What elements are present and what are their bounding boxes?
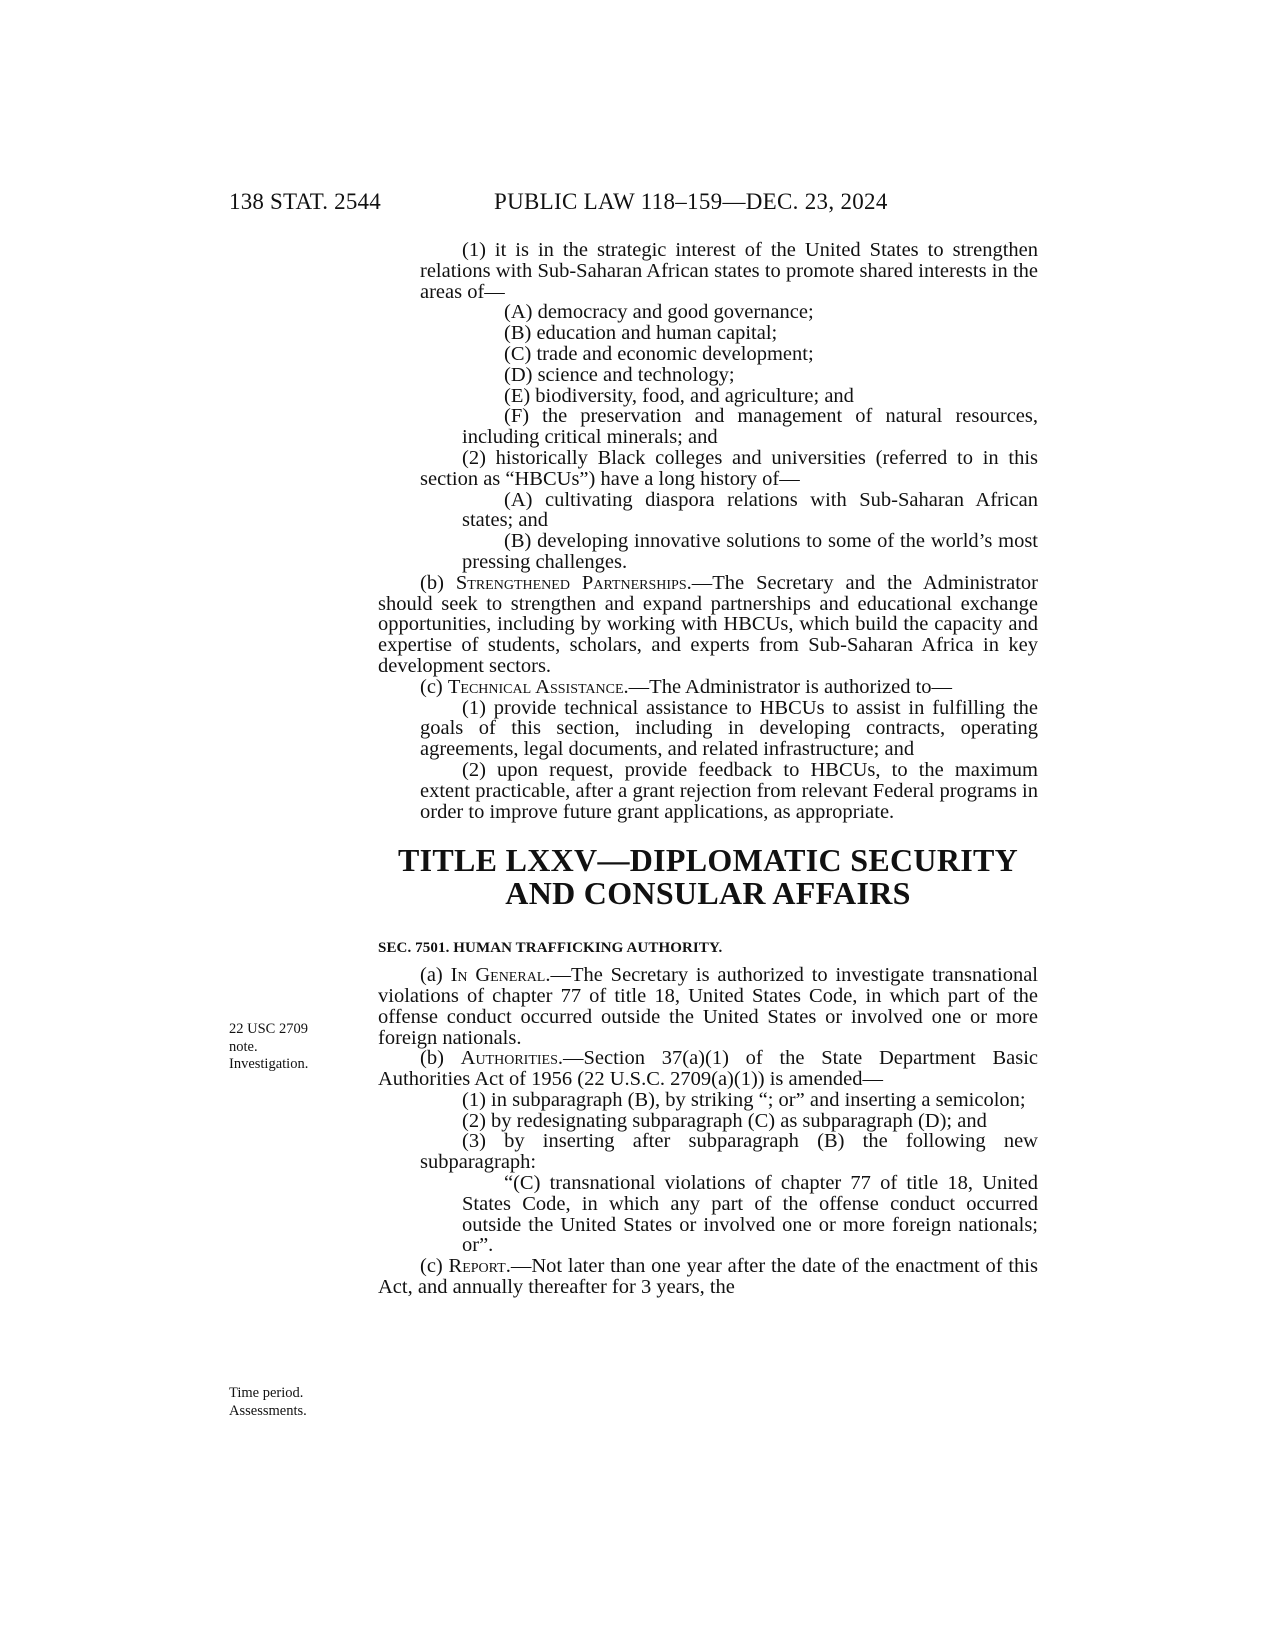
- paragraph-2-a: (A) cultivating diaspora relations with Sub-Saharan African states; and: [462, 488, 1038, 532]
- section-b-item-1: (1) in subparagraph (B), by striking “; or” and inserting a semicolon;: [462, 1088, 1026, 1111]
- paragraph-1-b: (B) education and human capital;: [504, 322, 778, 345]
- title-heading: [378, 844, 1038, 910]
- margin-note-line: Assessments.: [229, 1402, 307, 1419]
- section-a-text: —The Secretary is authorized to investigate transnational violations of chapter 77 of title 18, United States Code, in which part of the offense conduct occurred outside the United States or involved one or more foreign nationals.: [378, 964, 1038, 1049]
- paragraph-1-e: (E) biodiversity, food, and agriculture; and: [504, 384, 854, 407]
- section-b-text: —Section 37(a)(1) of the State Department Basic Authorities Act of 1956 (22 U.S.C. 2709(a)(1)) is amended—: [378, 1047, 1038, 1091]
- subsection-b-heading: Strengthened Partnerships.: [455, 571, 692, 594]
- section-heading: SEC. 7501. HUMAN TRAFFICKING AUTHORITY.: [378, 940, 723, 957]
- paragraph-2-b: (B) developing innovative solutions to some of the world’s most pressing challenges.: [462, 530, 1038, 573]
- margin-note-line: Time period.: [229, 1385, 304, 1401]
- section-a-lead: (a): [420, 964, 451, 987]
- title-line-1: TITLE LXXV—DIPLOMATIC SECURITY: [397, 842, 1019, 879]
- section-subsection-c: [378, 1256, 1038, 1298]
- section-b-quoted-text: “(C) transnational violations of chapter 77 of title 18, United States Code, in which any part of the offense conduct occurred outside the United States or involved one or more foreign nationals; or”.: [462, 1172, 1038, 1257]
- margin-note-line: 22 USC 2709: [229, 1021, 308, 1037]
- subsection-b-text: —The Secretary and the Administrator should seek to strengthen and expand partnerships and educational exchange opportunities, including by working with HBCUs, which build the capacity and expertise of students, scholars, and experts from Sub-Saharan Africa in key development sectors.: [378, 571, 1038, 677]
- subsection-c-item-2: (2) upon request, provide feedback to HBCUs, to the maximum extent practicable, after a grant rejection from relevant Federal programs in order to improve future grant applications, as appropriate.: [420, 758, 1038, 823]
- title-line-2: AND CONSULAR AFFAIRS: [505, 875, 911, 912]
- section-b-item-3: (3) by inserting after subparagraph (B) the following new subparagraph:: [420, 1130, 1038, 1174]
- paragraph-1-a: (A) democracy and good governance;: [504, 301, 814, 324]
- section-b-lead: (b): [420, 1047, 461, 1070]
- subsection-b: [378, 573, 1038, 677]
- section-subsection-a: [378, 965, 1038, 1048]
- paragraph-1: (1) it is in the strategic interest of the United States to strengthen relations with Sub-Saharan African states to promote shared interests in the areas of—: [420, 239, 1038, 303]
- margin-note-usc: [229, 1021, 308, 1074]
- document-body: [378, 240, 1038, 1298]
- section-c-lead: (c): [420, 1255, 449, 1278]
- section-c-text: —Not later than one year after the date of the enactment of this Act, and annually thereafter for 3 years, the: [378, 1255, 1038, 1299]
- page-header-stat: 138 STAT. 2544: [229, 189, 381, 214]
- page-header-law: PUBLIC LAW 118–159—DEC. 23, 2024: [494, 189, 888, 214]
- subsection-c: [378, 677, 1038, 698]
- paragraph-1-c: (C) trade and economic development;: [504, 342, 814, 365]
- subsection-b-lead: (b): [420, 571, 456, 594]
- paragraph-1-f: (F) the preservation and management of natural resources, including critical minerals; and: [462, 405, 1038, 449]
- section-b-heading: Authorities.: [460, 1047, 564, 1070]
- subsection-c-lead: (c): [420, 675, 448, 698]
- paragraph-1-d: (D) science and technology;: [504, 363, 735, 386]
- margin-note-line: note.: [229, 1038, 258, 1055]
- section-a-heading: In General.: [450, 964, 551, 987]
- subsection-c-heading: Technical Assistance.: [447, 675, 629, 698]
- margin-note-line: Investigation.: [229, 1056, 309, 1072]
- section-c-heading: Report.: [448, 1255, 511, 1278]
- subsection-c-text: —The Administrator is authorized to—: [628, 675, 953, 698]
- subsection-c-item-1: (1) provide technical assistance to HBCUs to assist in fulfilling the goals of this section, including in developing contracts, operating agreements, legal documents, and related infrastructure; and: [420, 696, 1038, 761]
- section-subsection-b: [378, 1048, 1038, 1090]
- section-b-item-2: (2) by redesignating subparagraph (C) as subparagraph (D); and: [462, 1109, 987, 1132]
- margin-note-time: [229, 1385, 307, 1420]
- paragraph-2: (2) historically Black colleges and universities (referred to in this section as “HBCUs”) have a long history of—: [420, 446, 1038, 490]
